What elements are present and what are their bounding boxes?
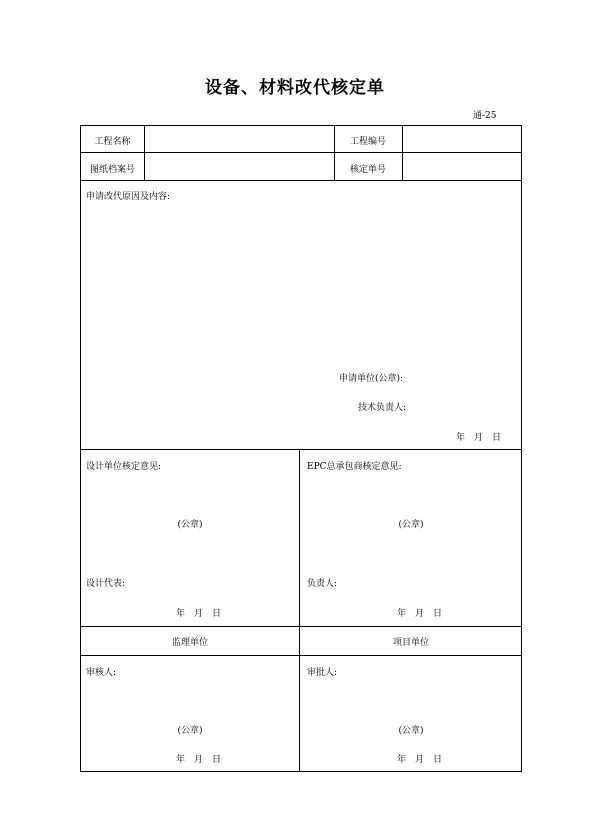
form-code: 通-25	[473, 111, 497, 121]
tech-lead-label: 技术负责人:	[358, 403, 407, 413]
col-divider	[144, 126, 145, 180]
col-divider	[402, 126, 403, 180]
epc-date: 年 月 日	[397, 609, 443, 619]
epc-lead-label: 负责人:	[307, 579, 338, 589]
reason-label: 申请改代原因及内容:	[86, 192, 171, 202]
design-date: 年 月 日	[176, 609, 222, 619]
row-divider	[81, 626, 521, 627]
row-divider	[81, 449, 521, 450]
supervision-seal: (公章)	[177, 726, 203, 736]
row-divider	[81, 152, 521, 153]
project-unit-date: 年 月 日	[397, 755, 443, 765]
supervision-header: 监理单位	[171, 638, 208, 648]
project-no-label: 工程编号	[349, 137, 386, 147]
design-opinion-label: 设计单位核定意见:	[86, 462, 162, 472]
form-table	[80, 125, 522, 772]
request-unit-label: 申请单位(公章):	[339, 374, 404, 384]
request-date: 年 月 日	[456, 433, 502, 443]
row-divider	[81, 180, 521, 181]
project-unit-seal: (公章)	[398, 726, 424, 736]
form-title: 设备、材料改代核定单	[205, 78, 385, 98]
drawing-no-label: 图纸档案号	[89, 165, 135, 175]
epc-seal: (公章)	[398, 520, 424, 530]
design-seal: (公章)	[177, 520, 203, 530]
project-name-label: 工程名称	[94, 137, 131, 147]
verify-no-label: 核定单号	[349, 165, 386, 175]
epc-opinion-label: EPC总承包商核定意见:	[307, 462, 402, 472]
approver-label: 审批人:	[307, 668, 338, 678]
design-rep-label: 设计代表:	[86, 579, 126, 589]
project-unit-header: 项目单位	[392, 638, 429, 648]
reviewer-label: 审核人:	[86, 668, 117, 678]
row-divider	[81, 655, 521, 656]
supervision-date: 年 月 日	[176, 755, 222, 765]
